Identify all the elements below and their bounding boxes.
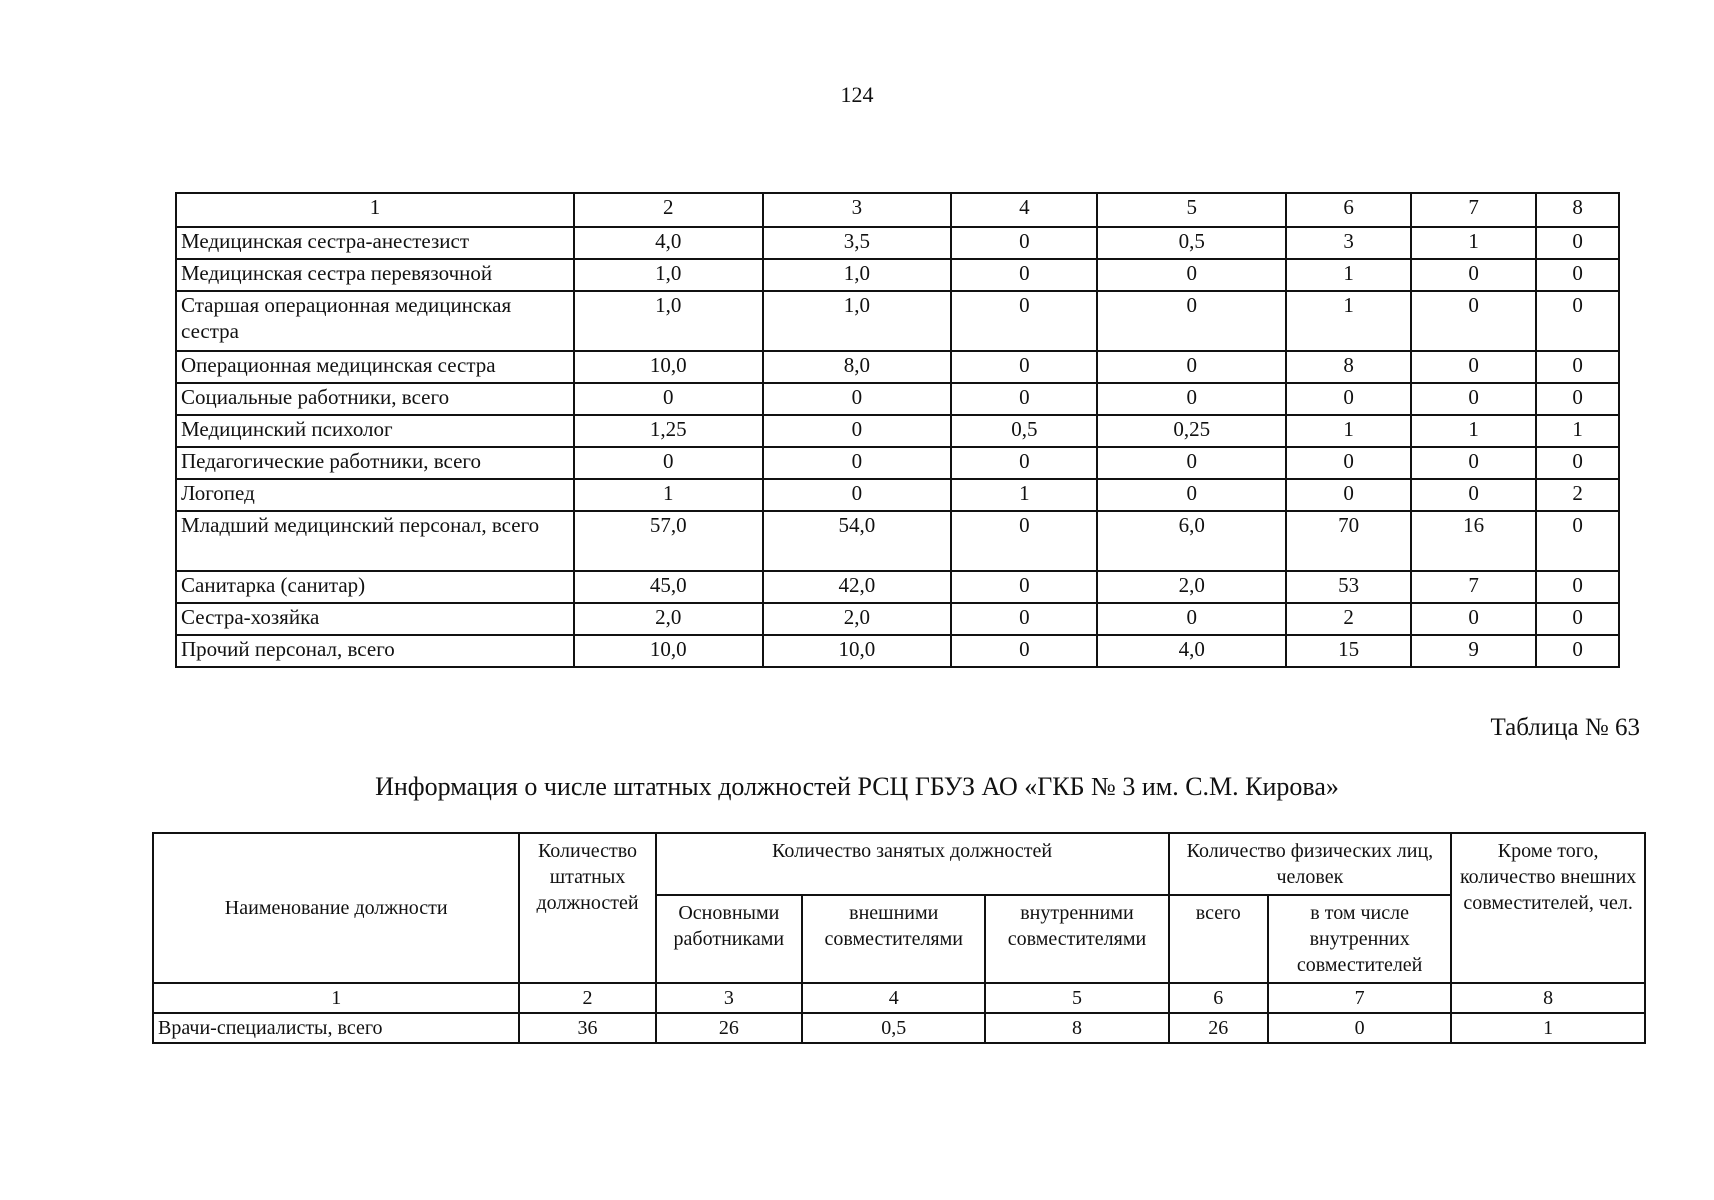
table-cell: 3,5 xyxy=(763,227,952,259)
table-row xyxy=(176,511,1619,571)
table-cell: 0 xyxy=(1286,447,1411,479)
table-cell: 0 xyxy=(1411,479,1536,511)
table-cell: 1 xyxy=(574,479,763,511)
table-cell: 8 xyxy=(985,1013,1168,1043)
table-cell: 0 xyxy=(1536,571,1619,603)
table-cell: 26 xyxy=(656,1013,803,1043)
table-cell: 0 xyxy=(574,383,763,415)
header-extra: Кроме того, количество внешних совместителей, чел. xyxy=(1451,833,1645,983)
table-cell: 0 xyxy=(1536,383,1619,415)
table-cell: 0 xyxy=(763,479,952,511)
table-cell: 0 xyxy=(1411,603,1536,635)
table-cell: 0 xyxy=(763,383,952,415)
table-cell: 54,0 xyxy=(763,511,952,571)
table-cell: 0 xyxy=(951,383,1097,415)
table-row xyxy=(176,259,1619,291)
column-number: 7 xyxy=(1268,983,1451,1013)
table-cell: 2 xyxy=(1286,603,1411,635)
table-row xyxy=(176,635,1619,667)
position-name: Младший медицинский персонал, всего xyxy=(176,511,574,571)
table-cell: 0 xyxy=(1411,351,1536,383)
table-cell: 1 xyxy=(951,479,1097,511)
table-cell: 0 xyxy=(951,227,1097,259)
table-cell: 1 xyxy=(1286,259,1411,291)
position-name: Медицинская сестра-анестезист xyxy=(176,227,574,259)
table-cell: 1 xyxy=(1451,1013,1645,1043)
table-cell: 0 xyxy=(574,447,763,479)
table-cell: 0 xyxy=(1286,383,1411,415)
column-number: 4 xyxy=(951,193,1097,227)
position-name: Медицинская сестра перевязочной xyxy=(176,259,574,291)
header-persons: Количество физических лиц, человек xyxy=(1169,833,1452,895)
table-row xyxy=(176,479,1619,511)
table-cell: 3 xyxy=(1286,227,1411,259)
table-cell: 0 xyxy=(1536,291,1619,351)
column-number: 5 xyxy=(1097,193,1286,227)
table-cell: 53 xyxy=(1286,571,1411,603)
table-cell: 2 xyxy=(1536,479,1619,511)
column-number-row xyxy=(153,983,1645,1013)
header-persons-internal: в том числе внутренних совместителей xyxy=(1268,895,1451,983)
table-cell: 0 xyxy=(1536,259,1619,291)
table-cell: 2,0 xyxy=(574,603,763,635)
table-row xyxy=(176,603,1619,635)
column-number: 7 xyxy=(1411,193,1536,227)
column-number: 3 xyxy=(656,983,803,1013)
table-cell: 1 xyxy=(1411,227,1536,259)
table-cell: 36 xyxy=(519,1013,655,1043)
position-name: Логопед xyxy=(176,479,574,511)
table-number-label: Таблица № 63 xyxy=(1490,714,1640,741)
table-cell: 0 xyxy=(1536,635,1619,667)
table-cell: 0 xyxy=(1097,383,1286,415)
table-cell: 0 xyxy=(1097,259,1286,291)
position-name: Санитарка (санитар) xyxy=(176,571,574,603)
table-cell: 4,0 xyxy=(1097,635,1286,667)
table-cell: 1 xyxy=(1286,291,1411,351)
position-name: Прочий персонал, всего xyxy=(176,635,574,667)
table-cell: 0 xyxy=(1536,227,1619,259)
header-occupied-external: внешними совместителями xyxy=(802,895,985,983)
table-cell: 0 xyxy=(1286,479,1411,511)
table-row xyxy=(176,383,1619,415)
table-cell: 9 xyxy=(1411,635,1536,667)
header-position-name: Наименование должности xyxy=(153,833,519,983)
table-cell: 1,0 xyxy=(574,259,763,291)
table-cell: 42,0 xyxy=(763,571,952,603)
table-cell: 1,25 xyxy=(574,415,763,447)
column-number: 2 xyxy=(574,193,763,227)
table-cell: 2,0 xyxy=(1097,571,1286,603)
table-cell: 0 xyxy=(951,635,1097,667)
table-cell: 26 xyxy=(1169,1013,1268,1043)
table-cell: 10,0 xyxy=(574,635,763,667)
header-staff-count: Количество штатных должностей xyxy=(519,833,655,983)
table-row xyxy=(153,1013,1645,1043)
table-cell: 7 xyxy=(1411,571,1536,603)
column-number: 4 xyxy=(802,983,985,1013)
column-number: 1 xyxy=(153,983,519,1013)
column-number-row xyxy=(176,193,1619,227)
table-cell: 0 xyxy=(1268,1013,1451,1043)
table-cell: 8 xyxy=(1286,351,1411,383)
table-cell: 0 xyxy=(1536,351,1619,383)
position-name: Социальные работники, всего xyxy=(176,383,574,415)
table-cell: 57,0 xyxy=(574,511,763,571)
table-row xyxy=(176,291,1619,351)
column-number: 8 xyxy=(1451,983,1645,1013)
table-cell: 0,5 xyxy=(802,1013,985,1043)
table-cell: 0,5 xyxy=(1097,227,1286,259)
table-cell: 0 xyxy=(1097,351,1286,383)
position-name: Медицинский психолог xyxy=(176,415,574,447)
table-cell: 0 xyxy=(1411,447,1536,479)
staff-positions-table xyxy=(152,832,1646,1044)
table-cell: 0 xyxy=(1097,291,1286,351)
table-cell: 0 xyxy=(763,415,952,447)
table-cell: 1,0 xyxy=(763,259,952,291)
table-cell: 10,0 xyxy=(763,635,952,667)
table-row xyxy=(176,415,1619,447)
table-cell: 0,25 xyxy=(1097,415,1286,447)
table-cell: 0 xyxy=(951,447,1097,479)
column-number: 8 xyxy=(1536,193,1619,227)
table-cell: 0 xyxy=(1536,603,1619,635)
table-cell: 70 xyxy=(1286,511,1411,571)
table-title: Информация о числе штатных должностей РСЦ ГБУЗ АО «ГКБ № 3 им. С.М. Кирова» xyxy=(375,772,1339,801)
table-cell: 1,0 xyxy=(574,291,763,351)
column-number: 5 xyxy=(985,983,1168,1013)
table-cell: 2,0 xyxy=(763,603,952,635)
table-cell: 0 xyxy=(1097,479,1286,511)
staff-table-continued xyxy=(175,192,1620,668)
table-cell: 6,0 xyxy=(1097,511,1286,571)
position-name: Педагогические работники, всего xyxy=(176,447,574,479)
table-header-row xyxy=(153,833,1645,895)
column-number: 6 xyxy=(1286,193,1411,227)
table-cell: 15 xyxy=(1286,635,1411,667)
page-number: 124 xyxy=(840,82,874,107)
table-cell: 0 xyxy=(1411,259,1536,291)
table-cell: 10,0 xyxy=(574,351,763,383)
position-name: Операционная медицинская сестра xyxy=(176,351,574,383)
table-cell: 1 xyxy=(1286,415,1411,447)
table-cell: 0 xyxy=(951,511,1097,571)
table-cell: 16 xyxy=(1411,511,1536,571)
table-cell: 45,0 xyxy=(574,571,763,603)
column-number: 1 xyxy=(176,193,574,227)
table-cell: 1 xyxy=(1536,415,1619,447)
table-cell: 0 xyxy=(951,603,1097,635)
table-row xyxy=(176,351,1619,383)
table-cell: 0 xyxy=(763,447,952,479)
table-cell: 0 xyxy=(1411,291,1536,351)
table-cell: 0 xyxy=(1536,447,1619,479)
header-persons-total: всего xyxy=(1169,895,1268,983)
table-cell: 8,0 xyxy=(763,351,952,383)
table-cell: 0 xyxy=(1097,603,1286,635)
column-number: 2 xyxy=(519,983,655,1013)
table-cell: 0,5 xyxy=(951,415,1097,447)
header-occupied: Количество занятых должностей xyxy=(656,833,1169,895)
table-cell: 0 xyxy=(1411,383,1536,415)
position-name: Сестра-хозяйка xyxy=(176,603,574,635)
table-row xyxy=(176,447,1619,479)
table-cell: 0 xyxy=(951,351,1097,383)
table-cell: 1,0 xyxy=(763,291,952,351)
table-cell: 4,0 xyxy=(574,227,763,259)
table-row xyxy=(176,571,1619,603)
table-cell: 0 xyxy=(951,571,1097,603)
table-cell: 0 xyxy=(1097,447,1286,479)
table-cell: 0 xyxy=(1536,511,1619,571)
header-occupied-internal: внутренними совместителями xyxy=(985,895,1168,983)
header-occupied-main: Основными работниками xyxy=(656,895,803,983)
table-row xyxy=(176,227,1619,259)
column-number: 6 xyxy=(1169,983,1268,1013)
column-number: 3 xyxy=(763,193,952,227)
position-name: Старшая операционная медицинская сестра xyxy=(176,291,574,351)
table-cell: 0 xyxy=(951,291,1097,351)
table-cell: 1 xyxy=(1411,415,1536,447)
table-cell: 0 xyxy=(951,259,1097,291)
position-name: Врачи-специалисты, всего xyxy=(153,1013,519,1043)
